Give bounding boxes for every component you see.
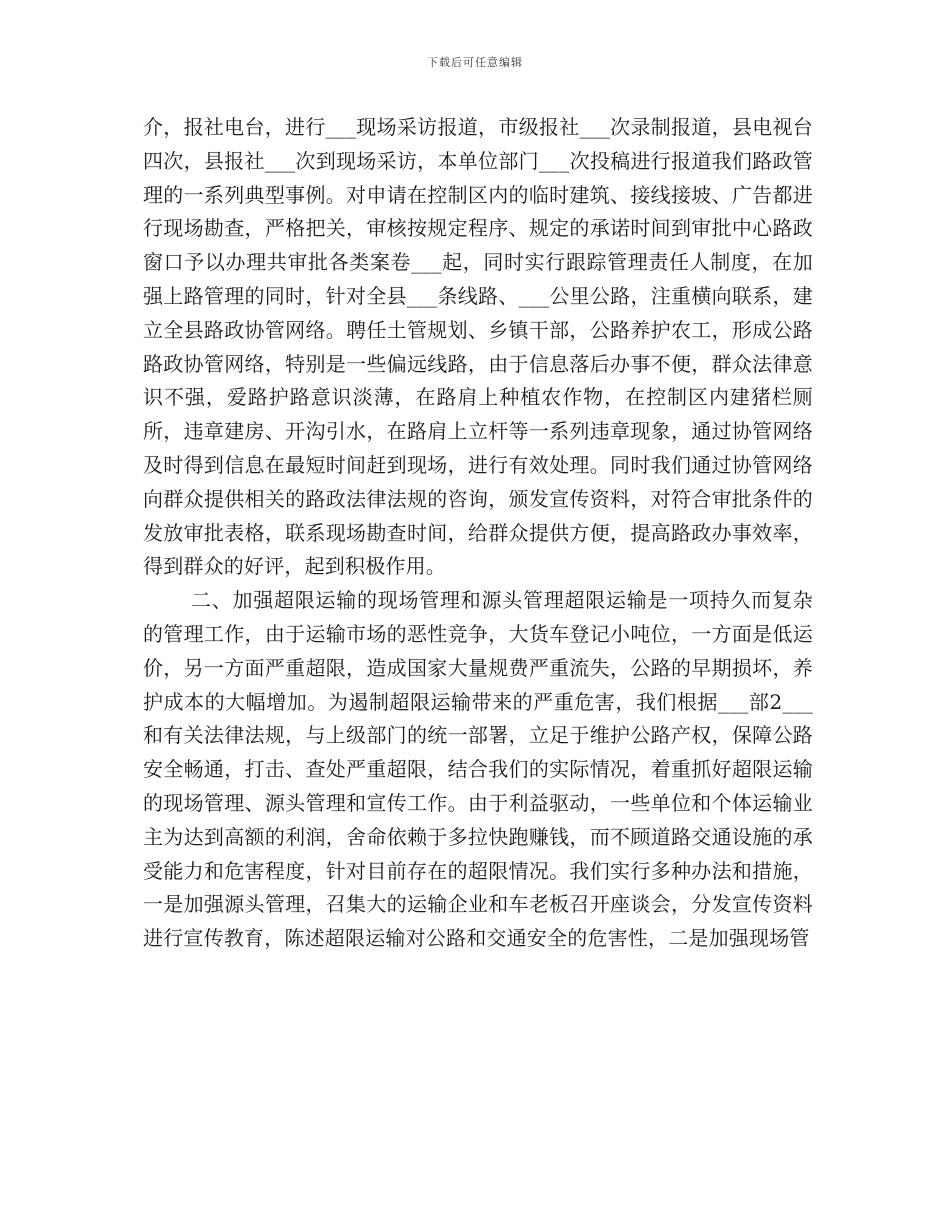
- paragraph-section-two: 二、加强超限运输的现场管理和源头管理超限运输是一项持久而复杂的管理工作，由于运输市场的恶性竞争，大货车登记小吨位，一方面是低运价，另一方面严重超限，造成国家大量规费严重流失，公路的早期损坏，养护成本的大幅增加。为遏制超限运输带来的严重危害，我们根据___部2___和有关法律法规，与上级部门的统一部署，立足于维护公路产权，保障公路安全畅通，打击、查处严重超限，结合我们的实际情况，着重抓好超限运输的现场管理、源头管理和宣传工作。由于利益驱动，一些单位和个体运输业主为达到高额的利润，舍命依赖于多拉快跑赚钱，而不顾道路交通设施的承受能力和危害程度，针对目前存在的超限情况。我们实行多种办法和措施，一是加强源头管理，召集大的运输企业和车老板召开座谈会，分发宣传资料进行宣传教育，陈述超限运输对公路和交通安全的危害性，二是加强现场管: [143, 588, 813, 951]
- paragraph-continuation: 介，报社电台，进行___现场采访报道，市级报社___次录制报道，县电视台四次，县报社___次到现场采访，本单位部门___次投稿进行报道我们路政管理的一系列典型事例。对申请在控制区内的临时建筑、接线接坡、广告都进行现场勘查，严格把关，审核按规定程序、规定的承诺时间到审批中心路政窗口予以办理共审批各类案卷___起，同时实行跟踪管理责任人制度，在加强上路管理的同时，针对全县___条线路、___公里公路，注重横向联系，建立全县路政协管网络。聘任土管规划、乡镇干部，公路养护农工，形成公路路政协管网络，特别是一些偏远线路，由于信息落后办事不便，群众法律意识不强，爱路护路意识淡薄，在路肩上种植农作物，在控制区内建猪栏厕所，违章建房、开沟引水，在路肩上立杆等一系列违章现象，通过协管网络及时得到信息在最短时间赶到现场，进行有效处理。同时我们通过协管网络向群众提供相关的路政法律法规的咨询，颁发宣传资料，对符合审批条件的发放审批表格，联系现场勘查时间，给群众提供方便，提高路政办事效率，得到群众的好评，起到积极作用。: [143, 115, 813, 579]
- document-body: [143, 111, 813, 956]
- header-note: 下载后可任意编辑: [427, 56, 523, 69]
